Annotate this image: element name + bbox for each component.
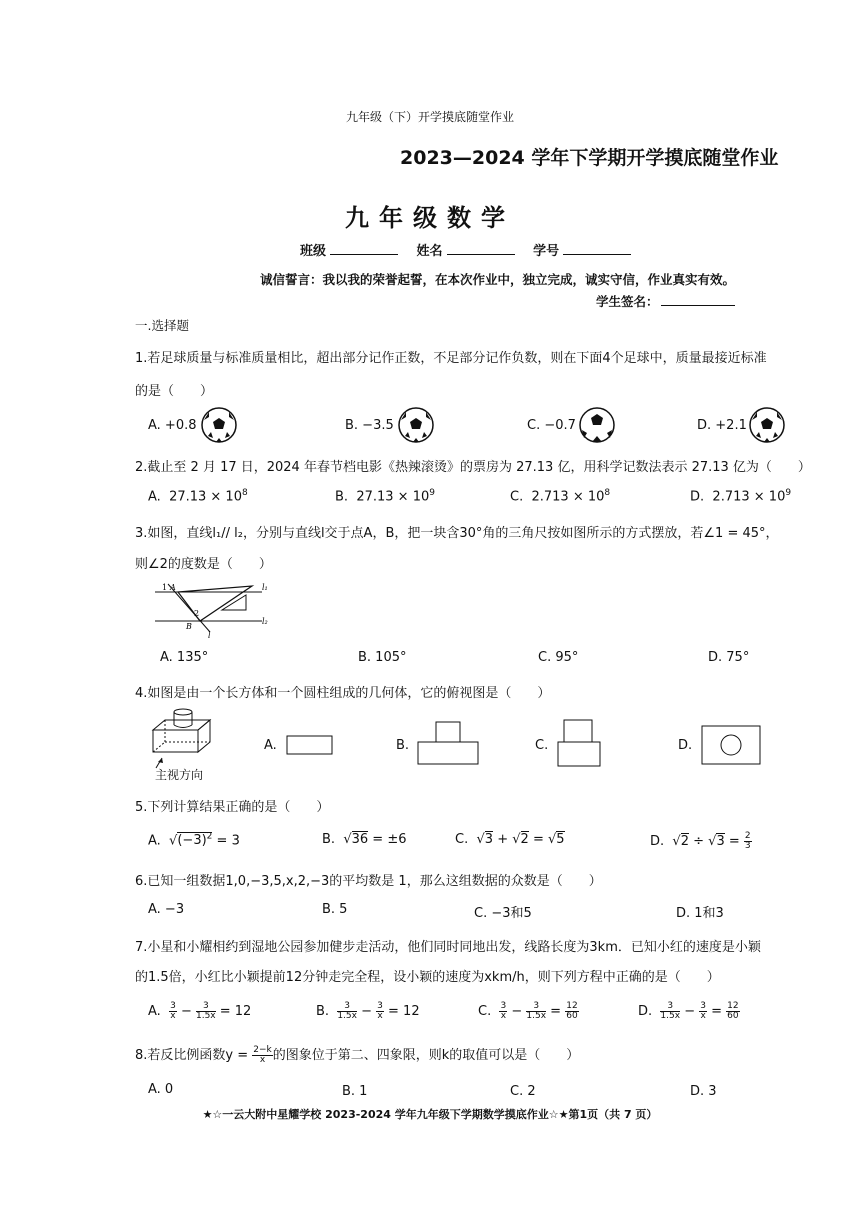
q4-option-c-figure <box>556 718 606 770</box>
q3-line2: 则∠2的度数是（ ） <box>135 557 272 572</box>
q8-option-c: C. 2 <box>510 1084 536 1099</box>
q8-text: 8.若反比例函数y = $\frac{2-k}{x}$ 的图象位于第二、四象限，则k的取值可以是（ ） <box>135 1045 580 1065</box>
q7-option-d: D. $\frac{3}{1.5x}$ − $\frac{3}{x}$ = $\frac{12}{60}$ <box>638 1001 739 1021</box>
q5-option-c: C. √3 + √2 = √5 <box>455 832 565 847</box>
q4-option-d-figure <box>700 724 764 768</box>
signature-blank <box>661 305 735 306</box>
q7-option-c: C. $\frac{3}{x}$ − $\frac{3}{1.5x}$ = $\frac{12}{60}$ <box>478 1001 578 1021</box>
q3-line1: 3.如图，直线l₁// l₂，分别与直线l交于点A，B，把一块含30°角的三角尺按如图所示的方式摆放，若∠1 = 45°， <box>135 526 779 541</box>
svg-text:l: l <box>208 631 211 640</box>
q6-option-a: A. −3 <box>148 902 185 917</box>
class-label: 班级 <box>300 244 327 259</box>
q4-option-d: D. <box>678 738 693 753</box>
q3-figure <box>150 580 290 640</box>
q4-option-a: A. <box>264 738 277 753</box>
q5-option-a: A. $√(-3)^2 = 3$ <box>148 832 240 849</box>
section-heading: 一.选择题 <box>135 318 189 333</box>
q3-option-b: B. 105° <box>358 650 407 665</box>
view-direction-label: 主视方向 <box>155 768 204 782</box>
q5-option-d: D. √2 ÷ √3 = $\frac{2}{3}$ <box>650 831 751 851</box>
name-label: 姓名 <box>416 244 443 259</box>
q4-solid-figure <box>148 708 228 768</box>
page-footer: ★☆一云大附中星耀学校 2023-2024 学年九年级下学期数学摸底作业☆★第1页（共 7 页） <box>202 1108 658 1121</box>
header-small-title: 九年级（下）开学摸底随堂作业 <box>345 110 514 124</box>
q4-option-b: B. <box>396 738 410 753</box>
q3-option-d: D. 75° <box>708 650 750 665</box>
q6-option-c: C. −3和5 <box>474 906 532 921</box>
q7-line1: 7.小星和小耀相约到湿地公园参加健步走活动，他们同时同地出发，线路长度为3km．已知小红的速度是小颖 <box>135 940 761 955</box>
q4-option-a-figure <box>286 734 334 756</box>
triangle-ruler <box>178 586 252 621</box>
document-title: 2023—2024 学年下学期开学摸底随堂作业 <box>400 147 779 169</box>
q7-option-b: B. $\frac{3}{1.5x}$ − $\frac{3}{x}$ = 12 <box>316 1001 420 1021</box>
q5-option-b: B. √36 = ±6 <box>322 832 407 847</box>
q4-option-b-figure <box>416 720 482 768</box>
soccer-ball-icon <box>200 406 238 444</box>
subject-title: 九年级数学 <box>345 204 515 232</box>
soccer-ball-icon <box>578 406 616 444</box>
svg-text:A: A <box>170 583 176 592</box>
svg-text:1: 1 <box>162 583 168 592</box>
svg-text:2: 2 <box>194 609 200 618</box>
q4-option-c: C. <box>535 738 549 753</box>
q5-text: 5.下列计算结果正确的是（ ） <box>135 800 330 815</box>
student-info-row <box>300 240 645 259</box>
svg-text:l₂: l₂ <box>262 617 268 626</box>
q2-option-c: C. $2.713 \times 10^8$ <box>510 488 611 505</box>
soccer-ball-icon <box>397 406 435 444</box>
q7-line2: 的1.5倍，小红比小颖提前12分钟走完全程，设小颖的速度为xkm/h，则下列方程中正确的是（ ） <box>135 970 720 985</box>
q1-option-d: D. +2.1 <box>697 418 747 433</box>
q2-option-a: A. $27.13 \times 10^8$ <box>148 488 248 505</box>
q1-line2: 的是（ ） <box>135 384 214 399</box>
q3-option-a: A. 135° <box>160 650 209 665</box>
svg-text:l₁: l₁ <box>262 583 268 592</box>
q6-text: 6.已知一组数据1,0,−3,5,x,2,−3的平均数是 1，那么这组数据的众数是（ ） <box>135 874 602 889</box>
q1-option-a: A. +0.8 <box>148 418 197 433</box>
q6-option-d: D. 1和3 <box>676 906 724 921</box>
class-blank <box>330 254 398 255</box>
soccer-ball-icon <box>748 406 786 444</box>
signature-row <box>596 292 735 310</box>
svg-text:B: B <box>186 622 192 631</box>
honesty-pledge: 诚信誓言：我以我的荣誉起誓，在本次作业中，独立完成，诚实守信，作业真实有效。 <box>260 272 736 287</box>
q7-option-a: A. $\frac{3}{x}$ − $\frac{3}{1.5x}$ = 12 <box>148 1001 252 1021</box>
q1-option-c: C. −0.7 <box>527 418 576 433</box>
q2-option-b: B. $27.13 \times 10^9$ <box>335 488 435 505</box>
id-label: 学号 <box>533 244 560 259</box>
q1-line1: 1.若足球质量与标准质量相比，超出部分记作正数，不足部分记作负数，则在下面4个足球中，质量最接近标准 <box>135 351 767 366</box>
q8-option-b: B. 1 <box>342 1084 368 1099</box>
name-blank <box>447 254 515 255</box>
q3-option-c: C. 95° <box>538 650 579 665</box>
triangle-inner <box>222 595 246 610</box>
id-blank <box>563 254 631 255</box>
q8-option-d: D. 3 <box>690 1084 717 1099</box>
q8-option-a: A. 0 <box>148 1082 174 1097</box>
q2-option-d: D. $2.713 \times 10^9$ <box>690 488 792 505</box>
q6-option-b: B. 5 <box>322 902 348 917</box>
q2-text: 2.截止至 2 月 17 日，2024 年春节档电影《热辣滚烫》的票房为 27.13 亿，用科学记数法表示 27.13 亿为（ ） <box>135 460 811 475</box>
signature-label: 学生签名： <box>596 294 659 309</box>
q4-text: 4.如图是由一个长方体和一个圆柱组成的几何体，它的俯视图是（ ） <box>135 686 551 701</box>
q1-option-b: B. −3.5 <box>345 418 394 433</box>
